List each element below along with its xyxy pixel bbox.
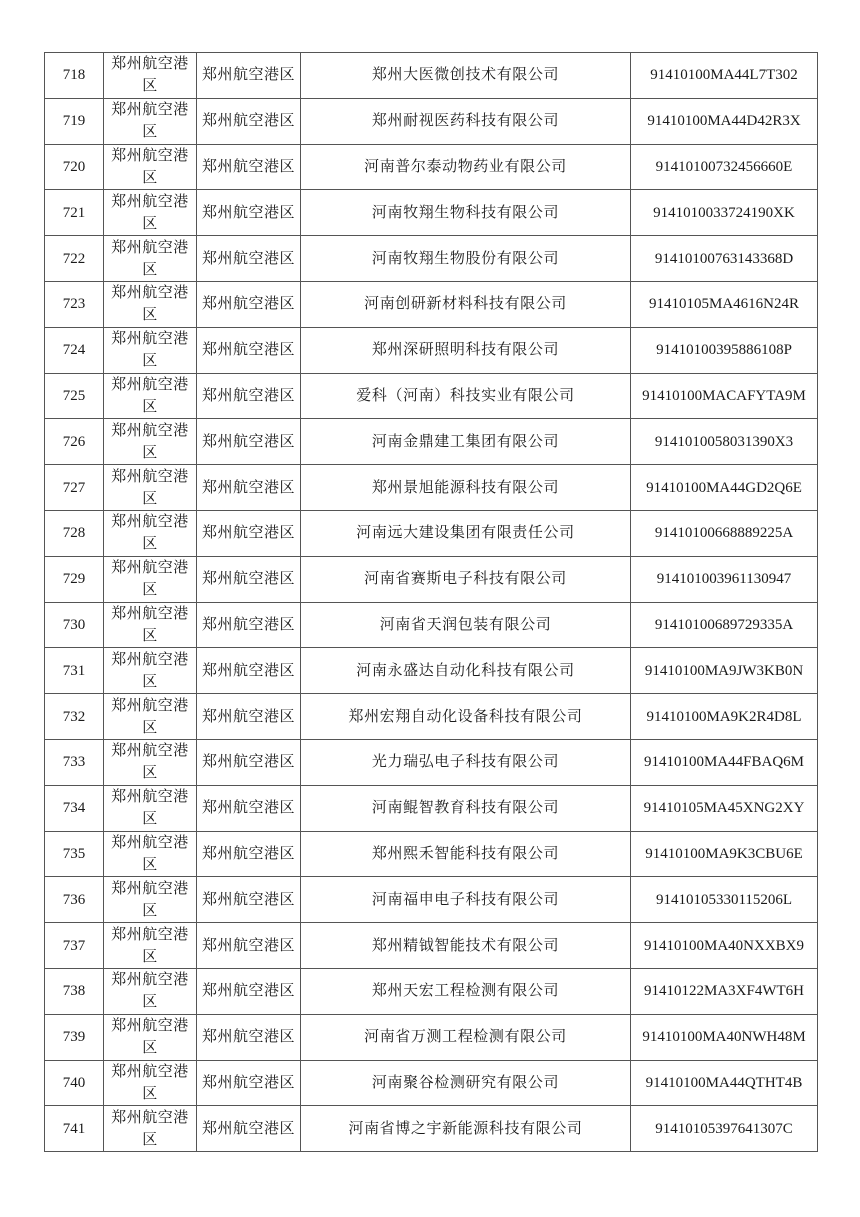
- credit-code-cell: 91410122MA3XF4WT6H: [631, 968, 818, 1014]
- row-number-cell: 732: [45, 694, 104, 740]
- row-number-cell: 719: [45, 98, 104, 144]
- credit-code-cell: 91410105MA45XNG2XY: [631, 785, 818, 831]
- company-name-cell: 郑州耐视医药科技有限公司: [301, 98, 631, 144]
- credit-code-cell: 91410105330115206L: [631, 877, 818, 923]
- table-row: [45, 1106, 818, 1152]
- company-name-cell: 郑州精钺智能技术有限公司: [301, 923, 631, 969]
- row-number-cell: 720: [45, 144, 104, 190]
- city-cell: 郑州航空港区: [104, 556, 197, 602]
- city-cell: 郑州航空港区: [104, 1060, 197, 1106]
- row-number-cell: 726: [45, 419, 104, 465]
- company-name-cell: 河南永盛达自动化科技有限公司: [301, 648, 631, 694]
- credit-code-cell: 91410100MA44FBAQ6M: [631, 739, 818, 785]
- company-name-cell: 郑州宏翔自动化设备科技有限公司: [301, 694, 631, 740]
- district-cell: 郑州航空港区: [197, 694, 301, 740]
- city-cell: 郑州航空港区: [104, 831, 197, 877]
- city-cell: 郑州航空港区: [104, 236, 197, 282]
- credit-code-cell: 91410100MA44GD2Q6E: [631, 465, 818, 511]
- company-name-cell: 河南省万测工程检测有限公司: [301, 1014, 631, 1060]
- table-row: [45, 877, 818, 923]
- district-cell: 郑州航空港区: [197, 53, 301, 99]
- city-cell: 郑州航空港区: [104, 1014, 197, 1060]
- company-name-cell: 郑州深研照明科技有限公司: [301, 327, 631, 373]
- row-number-cell: 721: [45, 190, 104, 236]
- credit-code-cell: 91410100MA9JW3KB0N: [631, 648, 818, 694]
- table-row: [45, 785, 818, 831]
- table-row: [45, 1014, 818, 1060]
- company-name-cell: 爱科（河南）科技实业有限公司: [301, 373, 631, 419]
- credit-code-cell: 91410100MA40NXXBX9: [631, 923, 818, 969]
- table-row: [45, 327, 818, 373]
- row-number-cell: 739: [45, 1014, 104, 1060]
- table-row: [45, 510, 818, 556]
- table-row: [45, 53, 818, 99]
- row-number-cell: 724: [45, 327, 104, 373]
- table-row: [45, 98, 818, 144]
- table-row: [45, 1060, 818, 1106]
- district-cell: 郑州航空港区: [197, 144, 301, 190]
- credit-code-cell: 91410100MA40NWH48M: [631, 1014, 818, 1060]
- district-cell: 郑州航空港区: [197, 785, 301, 831]
- city-cell: 郑州航空港区: [104, 785, 197, 831]
- district-cell: 郑州航空港区: [197, 373, 301, 419]
- district-cell: 郑州航空港区: [197, 1014, 301, 1060]
- city-cell: 郑州航空港区: [104, 1106, 197, 1152]
- credit-code-cell: 91410100763143368D: [631, 236, 818, 282]
- table-row: [45, 739, 818, 785]
- credit-code-cell: 91410100MA44L7T302: [631, 53, 818, 99]
- row-number-cell: 723: [45, 281, 104, 327]
- company-name-cell: 河南远大建设集团有限责任公司: [301, 510, 631, 556]
- city-cell: 郑州航空港区: [104, 602, 197, 648]
- credit-code-cell: 91410100732456660E: [631, 144, 818, 190]
- row-number-cell: 730: [45, 602, 104, 648]
- company-name-cell: 郑州大医微创技术有限公司: [301, 53, 631, 99]
- district-cell: 郑州航空港区: [197, 602, 301, 648]
- credit-code-cell: 91410105397641307C: [631, 1106, 818, 1152]
- row-number-cell: 734: [45, 785, 104, 831]
- city-cell: 郑州航空港区: [104, 53, 197, 99]
- company-name-cell: 郑州景旭能源科技有限公司: [301, 465, 631, 511]
- row-number-cell: 738: [45, 968, 104, 1014]
- city-cell: 郑州航空港区: [104, 419, 197, 465]
- company-name-cell: 河南牧翔生物科技有限公司: [301, 190, 631, 236]
- row-number-cell: 728: [45, 510, 104, 556]
- table-row: [45, 373, 818, 419]
- district-cell: 郑州航空港区: [197, 648, 301, 694]
- city-cell: 郑州航空港区: [104, 281, 197, 327]
- row-number-cell: 727: [45, 465, 104, 511]
- credit-code-cell: 91410100MA9K3CBU6E: [631, 831, 818, 877]
- credit-code-cell: 91410100689729335A: [631, 602, 818, 648]
- city-cell: 郑州航空港区: [104, 694, 197, 740]
- row-number-cell: 725: [45, 373, 104, 419]
- credit-code-cell: 91410100668889225A: [631, 510, 818, 556]
- company-name-cell: 郑州熙禾智能科技有限公司: [301, 831, 631, 877]
- credit-code-cell: 91410100MA9K2R4D8L: [631, 694, 818, 740]
- table-row: [45, 419, 818, 465]
- table-row: [45, 648, 818, 694]
- table-row: [45, 144, 818, 190]
- row-number-cell: 722: [45, 236, 104, 282]
- table-row: [45, 556, 818, 602]
- city-cell: 郑州航空港区: [104, 465, 197, 511]
- row-number-cell: 731: [45, 648, 104, 694]
- row-number-cell: 737: [45, 923, 104, 969]
- table-row: [45, 831, 818, 877]
- city-cell: 郑州航空港区: [104, 923, 197, 969]
- district-cell: 郑州航空港区: [197, 190, 301, 236]
- credit-code-cell: 9141010058031390X3: [631, 419, 818, 465]
- city-cell: 郑州航空港区: [104, 968, 197, 1014]
- district-cell: 郑州航空港区: [197, 923, 301, 969]
- district-cell: 郑州航空港区: [197, 510, 301, 556]
- credit-code-cell: 914101003961130947: [631, 556, 818, 602]
- credit-code-cell: 91410100MACAFYTA9M: [631, 373, 818, 419]
- company-name-cell: 郑州天宏工程检测有限公司: [301, 968, 631, 1014]
- company-name-cell: 河南省赛斯电子科技有限公司: [301, 556, 631, 602]
- city-cell: 郑州航空港区: [104, 327, 197, 373]
- document-page: [44, 52, 817, 1152]
- city-cell: 郑州航空港区: [104, 510, 197, 556]
- company-name-cell: 河南省博之宇新能源科技有限公司: [301, 1106, 631, 1152]
- company-name-cell: 河南牧翔生物股份有限公司: [301, 236, 631, 282]
- district-cell: 郑州航空港区: [197, 465, 301, 511]
- table-row: [45, 281, 818, 327]
- table-body: [45, 53, 818, 1152]
- credit-code-cell: 91410100MA44D42R3X: [631, 98, 818, 144]
- credit-code-cell: 91410100MA44QTHT4B: [631, 1060, 818, 1106]
- row-number-cell: 736: [45, 877, 104, 923]
- credit-code-cell: 9141010033724190XK: [631, 190, 818, 236]
- row-number-cell: 740: [45, 1060, 104, 1106]
- row-number-cell: 735: [45, 831, 104, 877]
- row-number-cell: 718: [45, 53, 104, 99]
- table-row: [45, 190, 818, 236]
- row-number-cell: 741: [45, 1106, 104, 1152]
- row-number-cell: 733: [45, 739, 104, 785]
- district-cell: 郑州航空港区: [197, 1060, 301, 1106]
- city-cell: 郑州航空港区: [104, 190, 197, 236]
- company-registry-table: [44, 52, 818, 1152]
- city-cell: 郑州航空港区: [104, 144, 197, 190]
- city-cell: 郑州航空港区: [104, 98, 197, 144]
- company-name-cell: 河南福申电子科技有限公司: [301, 877, 631, 923]
- company-name-cell: 河南省天润包装有限公司: [301, 602, 631, 648]
- company-name-cell: 光力瑞弘电子科技有限公司: [301, 739, 631, 785]
- city-cell: 郑州航空港区: [104, 648, 197, 694]
- city-cell: 郑州航空港区: [104, 877, 197, 923]
- district-cell: 郑州航空港区: [197, 556, 301, 602]
- table-row: [45, 602, 818, 648]
- district-cell: 郑州航空港区: [197, 419, 301, 465]
- city-cell: 郑州航空港区: [104, 373, 197, 419]
- district-cell: 郑州航空港区: [197, 236, 301, 282]
- company-name-cell: 河南创研新材料科技有限公司: [301, 281, 631, 327]
- district-cell: 郑州航空港区: [197, 98, 301, 144]
- district-cell: 郑州航空港区: [197, 1106, 301, 1152]
- company-name-cell: 河南金鼎建工集团有限公司: [301, 419, 631, 465]
- table-row: [45, 968, 818, 1014]
- district-cell: 郑州航空港区: [197, 877, 301, 923]
- company-name-cell: 河南聚谷检测研究有限公司: [301, 1060, 631, 1106]
- table-row: [45, 236, 818, 282]
- table-row: [45, 923, 818, 969]
- table-row: [45, 465, 818, 511]
- credit-code-cell: 91410100395886108P: [631, 327, 818, 373]
- city-cell: 郑州航空港区: [104, 739, 197, 785]
- row-number-cell: 729: [45, 556, 104, 602]
- district-cell: 郑州航空港区: [197, 739, 301, 785]
- company-name-cell: 河南鲲智教育科技有限公司: [301, 785, 631, 831]
- district-cell: 郑州航空港区: [197, 968, 301, 1014]
- table-row: [45, 694, 818, 740]
- district-cell: 郑州航空港区: [197, 281, 301, 327]
- district-cell: 郑州航空港区: [197, 831, 301, 877]
- district-cell: 郑州航空港区: [197, 327, 301, 373]
- credit-code-cell: 91410105MA4616N24R: [631, 281, 818, 327]
- company-name-cell: 河南普尔泰动物药业有限公司: [301, 144, 631, 190]
